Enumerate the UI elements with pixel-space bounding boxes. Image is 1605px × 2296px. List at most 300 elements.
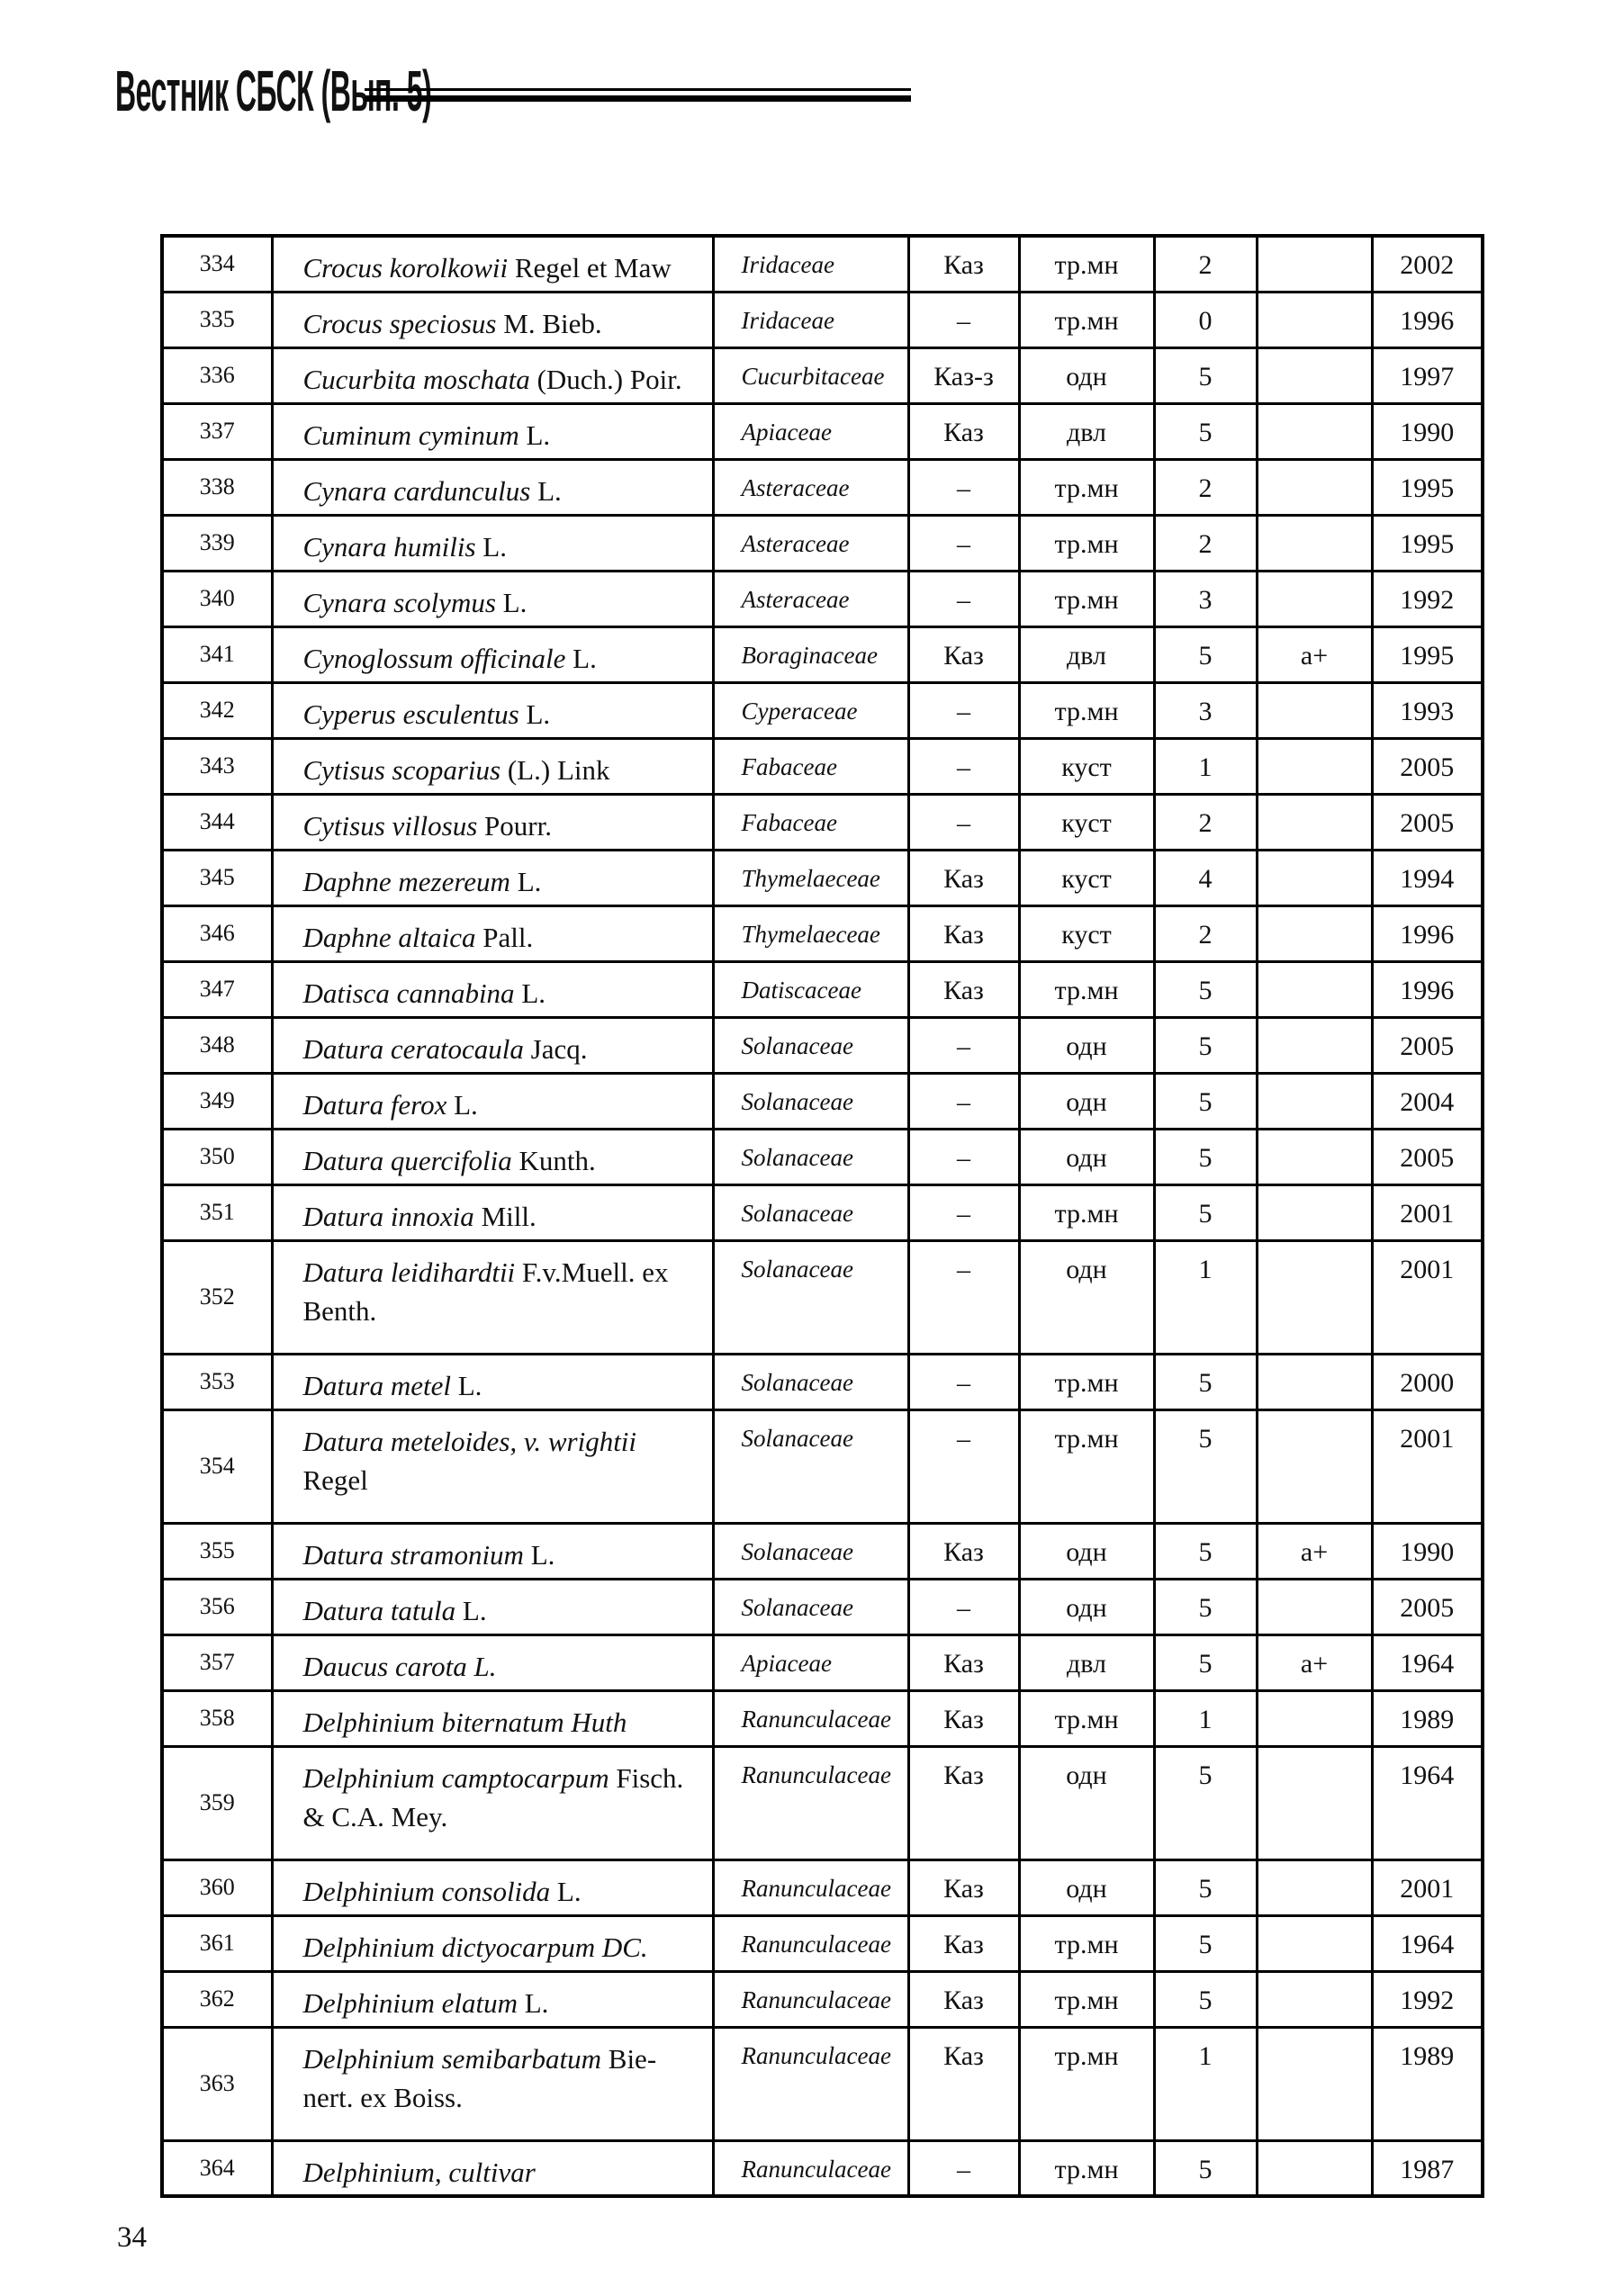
lifeform-cell: тр.мн	[1019, 515, 1154, 571]
lifeform-cell: куст	[1019, 738, 1154, 794]
note-cell	[1257, 459, 1372, 515]
score-cell: 5	[1154, 961, 1257, 1017]
row-number-cell: 361	[162, 1915, 272, 1971]
row-number-cell: 352	[162, 1240, 272, 1354]
lifeform-cell: одн	[1019, 1859, 1154, 1915]
year-cell: 1989	[1372, 2027, 1483, 2140]
region-cell: Каз	[908, 403, 1019, 459]
region-cell: –	[908, 794, 1019, 850]
species-author: L.	[457, 1369, 482, 1401]
species-author: L.	[526, 698, 551, 730]
species-cell	[272, 571, 713, 626]
table-row	[162, 1634, 1483, 1690]
species-cell	[272, 2140, 713, 2196]
table-row	[162, 961, 1483, 1017]
row-number-cell: 360	[162, 1859, 272, 1915]
species-name: Delphinium dictyocarpum DC.	[302, 1931, 648, 1963]
family-cell: Solanaceae	[713, 1523, 908, 1579]
table-row	[162, 1523, 1483, 1579]
species-cell	[272, 1690, 713, 1746]
table-row	[162, 1915, 1483, 1971]
species-cell	[272, 1073, 713, 1129]
species-author: Kunth.	[518, 1144, 596, 1176]
score-cell: 2	[1154, 905, 1257, 961]
family-cell: Ranunculaceae	[713, 1971, 908, 2027]
score-cell: 2	[1154, 515, 1257, 571]
species-author-separator	[601, 2043, 609, 2075]
year-cell: 1964	[1372, 1634, 1483, 1690]
family-cell: Apiaceae	[713, 1634, 908, 1690]
note-cell	[1257, 850, 1372, 905]
year-cell: 1990	[1372, 403, 1483, 459]
species-author: L.	[454, 1088, 478, 1121]
lifeform-cell: двл	[1019, 626, 1154, 682]
family-cell: Ranunculaceae	[713, 2140, 908, 2196]
note-cell	[1257, 1859, 1372, 1915]
lifeform-cell: одн	[1019, 1746, 1154, 1859]
species-author-separator	[451, 1370, 458, 1401]
species-cell	[272, 1579, 713, 1634]
year-cell: 2005	[1372, 1579, 1483, 1634]
score-cell: 5	[1154, 1017, 1257, 1073]
row-number-cell: 347	[162, 961, 272, 1017]
lifeform-cell: тр.мн	[1019, 1915, 1154, 1971]
species-name: Delphinium biternatum Huth	[302, 1706, 627, 1738]
species-cell	[272, 794, 713, 850]
year-cell: 1995	[1372, 515, 1483, 571]
row-number-cell: 353	[162, 1354, 272, 1409]
note-cell	[1257, 738, 1372, 794]
species-author: L.	[482, 530, 507, 563]
score-cell: 5	[1154, 626, 1257, 682]
region-cell: Каз	[908, 850, 1019, 905]
region-cell: –	[908, 515, 1019, 571]
row-number-cell: 334	[162, 236, 272, 292]
species-author-separator	[530, 364, 537, 395]
score-cell: 1	[1154, 2027, 1257, 2140]
species-author-separator	[518, 1987, 525, 2019]
table-row	[162, 794, 1483, 850]
score-cell: 5	[1154, 1971, 1257, 2027]
lifeform-cell: тр.мн	[1019, 292, 1154, 347]
family-cell: Solanaceae	[713, 1354, 908, 1409]
score-cell: 5	[1154, 1746, 1257, 1859]
family-cell: Solanaceae	[713, 1017, 908, 1073]
row-number-cell: 354	[162, 1409, 272, 1523]
table-row	[162, 1129, 1483, 1184]
year-cell: 1997	[1372, 347, 1483, 403]
score-cell: 3	[1154, 571, 1257, 626]
region-cell: –	[908, 1184, 1019, 1240]
region-cell: Каз	[908, 1523, 1019, 1579]
species-author-separator	[530, 475, 537, 507]
year-cell: 2001	[1372, 1409, 1483, 1523]
region-cell: –	[908, 1354, 1019, 1409]
table-row	[162, 1579, 1483, 1634]
table-row	[162, 626, 1483, 682]
table-row	[162, 1073, 1483, 1129]
note-cell	[1257, 515, 1372, 571]
species-name: Datura metel	[302, 1369, 451, 1401]
score-cell: 3	[1154, 682, 1257, 738]
species-cell	[272, 626, 713, 682]
year-cell: 2005	[1372, 1129, 1483, 1184]
species-name: Daucus carota L.	[302, 1650, 497, 1682]
score-cell: 0	[1154, 292, 1257, 347]
row-number-cell: 362	[162, 1971, 272, 2027]
species-author-separator	[477, 810, 484, 842]
note-cell	[1257, 1184, 1372, 1240]
species-name: Cynoglossum officinale	[302, 642, 566, 674]
family-cell: Asteraceae	[713, 459, 908, 515]
score-cell: 1	[1154, 1690, 1257, 1746]
species-author: (L.) Link	[507, 753, 610, 786]
lifeform-cell: тр.мн	[1019, 961, 1154, 1017]
species-author: Pourr.	[484, 809, 552, 842]
table-row	[162, 1354, 1483, 1409]
family-cell: Solanaceae	[713, 1409, 908, 1523]
species-name: Cynara cardunculus	[302, 474, 531, 507]
family-cell: Solanaceae	[713, 1579, 908, 1634]
region-cell: Каз	[908, 961, 1019, 1017]
lifeform-cell: одн	[1019, 1523, 1154, 1579]
row-number-cell: 358	[162, 1690, 272, 1746]
species-author: L.	[530, 1538, 555, 1571]
family-cell: Cucurbitaceae	[713, 347, 908, 403]
species-name: Daphne altaica	[302, 921, 476, 953]
year-cell: 2005	[1372, 1017, 1483, 1073]
species-author: F.v.Muell. ex Benth.	[302, 1256, 669, 1327]
note-cell: a+	[1257, 1634, 1372, 1690]
species-name: Delphinium elatum	[302, 1986, 518, 2019]
region-cell: –	[908, 1017, 1019, 1073]
species-author: L.	[502, 586, 527, 618]
table-row	[162, 682, 1483, 738]
score-cell: 2	[1154, 459, 1257, 515]
row-number-cell: 363	[162, 2027, 272, 2140]
family-cell: Thymelaeceae	[713, 905, 908, 961]
row-number-cell: 341	[162, 626, 272, 682]
score-cell: 5	[1154, 1184, 1257, 1240]
species-cell	[272, 292, 713, 347]
species-name: Datura tatula	[302, 1594, 456, 1626]
species-name: Delphinium camptocarpum	[302, 1761, 609, 1794]
species-cell	[272, 459, 713, 515]
year-cell: 1989	[1372, 1690, 1483, 1746]
family-cell: Solanaceae	[713, 1129, 908, 1184]
note-cell	[1257, 292, 1372, 347]
species-name: Datura innoxia	[302, 1200, 474, 1232]
species-author-separator	[524, 1539, 531, 1571]
species-cell	[272, 1240, 713, 1354]
family-cell: Cyperaceae	[713, 682, 908, 738]
lifeform-cell: тр.мн	[1019, 1971, 1154, 2027]
region-cell: –	[908, 1579, 1019, 1634]
note-cell	[1257, 2140, 1372, 2196]
note-cell	[1257, 905, 1372, 961]
lifeform-cell: тр.мн	[1019, 571, 1154, 626]
year-cell: 1995	[1372, 459, 1483, 515]
species-cell	[272, 2027, 713, 2140]
family-cell: Asteraceae	[713, 515, 908, 571]
score-cell: 5	[1154, 1579, 1257, 1634]
year-cell: 1990	[1372, 1523, 1483, 1579]
note-cell: a+	[1257, 1523, 1372, 1579]
species-author-separator	[565, 643, 573, 674]
family-cell: Boraginaceae	[713, 626, 908, 682]
score-cell: 2	[1154, 236, 1257, 292]
note-cell	[1257, 1409, 1372, 1523]
score-cell: 5	[1154, 403, 1257, 459]
lifeform-cell: тр.мн	[1019, 682, 1154, 738]
family-cell: Iridaceae	[713, 236, 908, 292]
species-name: Datura ceratocaula	[302, 1032, 524, 1065]
region-cell: –	[908, 2140, 1019, 2196]
species-author: Regel et Maw	[514, 252, 672, 284]
lifeform-cell: тр.мн	[1019, 1690, 1154, 1746]
species-name: Cuminum cyminum	[302, 419, 519, 451]
score-cell: 5	[1154, 1354, 1257, 1409]
region-cell: –	[908, 738, 1019, 794]
table-row	[162, 459, 1483, 515]
score-cell: 5	[1154, 347, 1257, 403]
row-number-cell: 359	[162, 1746, 272, 1859]
species-name: Datura leidihardtii	[302, 1256, 516, 1288]
year-cell: 2005	[1372, 738, 1483, 794]
lifeform-cell: одн	[1019, 1073, 1154, 1129]
family-cell: Ranunculaceae	[713, 2027, 908, 2140]
family-cell: Solanaceae	[713, 1184, 908, 1240]
species-cell	[272, 682, 713, 738]
lifeform-cell: тр.мн	[1019, 1409, 1154, 1523]
family-cell: Ranunculaceae	[713, 1746, 908, 1859]
table-row	[162, 1690, 1483, 1746]
lifeform-cell: куст	[1019, 850, 1154, 905]
species-author: Pall.	[482, 921, 534, 953]
region-cell: Каз	[908, 905, 1019, 961]
species-author-separator	[500, 754, 508, 786]
score-cell: 5	[1154, 1129, 1257, 1184]
table-row	[162, 905, 1483, 961]
year-cell: 1996	[1372, 905, 1483, 961]
row-number-cell: 364	[162, 2140, 272, 2196]
lifeform-cell: одн	[1019, 1017, 1154, 1073]
species-cell	[272, 1409, 713, 1523]
species-author-separator	[510, 866, 518, 897]
table-row	[162, 236, 1483, 292]
family-cell: Iridaceae	[713, 292, 908, 347]
family-cell: Asteraceae	[713, 571, 908, 626]
species-author: L.	[537, 474, 562, 507]
year-cell: 1994	[1372, 850, 1483, 905]
species-name: Daphne mezereum	[302, 865, 510, 897]
species-cell	[272, 1523, 713, 1579]
score-cell: 5	[1154, 1634, 1257, 1690]
note-cell	[1257, 347, 1372, 403]
table-row	[162, 2027, 1483, 2140]
species-name: Delphinium semibarbatum	[302, 2042, 602, 2075]
species-name: Cytisus scoparius	[302, 753, 501, 786]
region-cell: –	[908, 1073, 1019, 1129]
year-cell: 1964	[1372, 1746, 1483, 1859]
table-row	[162, 2140, 1483, 2196]
species-cell	[272, 347, 713, 403]
year-cell: 1987	[1372, 2140, 1483, 2196]
region-cell: –	[908, 459, 1019, 515]
species-name: Crocus speciosus	[302, 307, 497, 339]
lifeform-cell: одн	[1019, 1579, 1154, 1634]
note-cell	[1257, 1915, 1372, 1971]
row-number-cell: 338	[162, 459, 272, 515]
family-cell: Apiaceae	[713, 403, 908, 459]
note-cell	[1257, 2027, 1372, 2140]
species-author: L.	[526, 419, 551, 451]
species-table	[160, 234, 1484, 2198]
species-author-separator	[496, 587, 503, 618]
table-row	[162, 1859, 1483, 1915]
species-table-body	[162, 236, 1483, 2196]
region-cell: Каз	[908, 1915, 1019, 1971]
row-number-cell: 349	[162, 1073, 272, 1129]
species-name: Cynara scolymus	[302, 586, 496, 618]
family-cell: Ranunculaceae	[713, 1915, 908, 1971]
row-number-cell: 337	[162, 403, 272, 459]
species-author-separator	[474, 1201, 482, 1232]
year-cell: 2001	[1372, 1184, 1483, 1240]
page-number: 34	[117, 2221, 147, 2254]
species-author: L.	[521, 977, 546, 1009]
note-cell	[1257, 1240, 1372, 1354]
species-author-separator	[446, 1089, 454, 1121]
note-cell	[1257, 682, 1372, 738]
lifeform-cell: тр.мн	[1019, 2140, 1154, 2196]
region-cell: Каз	[908, 236, 1019, 292]
lifeform-cell: тр.мн	[1019, 459, 1154, 515]
family-cell: Ranunculaceae	[713, 1690, 908, 1746]
species-name: Delphinium, cultivar	[302, 2156, 536, 2188]
note-cell	[1257, 403, 1372, 459]
species-name: Datura quercifolia	[302, 1144, 512, 1176]
lifeform-cell: тр.мн	[1019, 236, 1154, 292]
species-cell	[272, 403, 713, 459]
species-name: Crocus korolkowii	[302, 252, 509, 284]
family-cell: Ranunculaceae	[713, 1859, 908, 1915]
table-row	[162, 738, 1483, 794]
species-name: Datura stramonium	[302, 1538, 524, 1571]
score-cell: 2	[1154, 794, 1257, 850]
species-cell	[272, 961, 713, 1017]
species-cell	[272, 1859, 713, 1915]
species-author: Fisch. & C.A. Mey.	[302, 1761, 684, 1832]
score-cell: 1	[1154, 1240, 1257, 1354]
note-cell	[1257, 236, 1372, 292]
species-name: Cyperus esculentus	[302, 698, 519, 730]
species-author-separator	[524, 1033, 531, 1065]
species-cell	[272, 1971, 713, 2027]
year-cell: 1996	[1372, 961, 1483, 1017]
species-cell	[272, 515, 713, 571]
table-row	[162, 347, 1483, 403]
family-cell: Solanaceae	[713, 1073, 908, 1129]
species-author: Mill.	[481, 1200, 537, 1232]
row-number-cell: 344	[162, 794, 272, 850]
score-cell: 5	[1154, 1859, 1257, 1915]
row-number-cell: 336	[162, 347, 272, 403]
note-cell	[1257, 1017, 1372, 1073]
region-cell: –	[908, 571, 1019, 626]
note-cell	[1257, 1354, 1372, 1409]
year-cell: 1992	[1372, 571, 1483, 626]
region-cell: Каз	[908, 626, 1019, 682]
species-author-separator	[515, 1256, 522, 1288]
species-author: L.	[524, 1986, 549, 2019]
row-number-cell: 346	[162, 905, 272, 961]
lifeform-cell: тр.мн	[1019, 2027, 1154, 2140]
species-cell	[272, 905, 713, 961]
year-cell: 2001	[1372, 1859, 1483, 1915]
table-row	[162, 850, 1483, 905]
year-cell: 1964	[1372, 1915, 1483, 1971]
year-cell: 2004	[1372, 1073, 1483, 1129]
species-author: Bie-nert. ex Boiss.	[302, 2042, 657, 2113]
family-cell: Solanaceae	[713, 1240, 908, 1354]
species-author: L.	[517, 865, 542, 897]
region-cell: –	[908, 1409, 1019, 1523]
species-author: Jacq.	[530, 1032, 588, 1065]
species-cell	[272, 1129, 713, 1184]
region-cell: Каз	[908, 2027, 1019, 2140]
table-row	[162, 1746, 1483, 1859]
species-author: Regel	[302, 1463, 368, 1496]
species-name: Datura meteloides, v. wrightii	[302, 1425, 637, 1457]
species-cell	[272, 1746, 713, 1859]
species-name: Cucurbita moschata	[302, 363, 530, 395]
row-number-cell: 343	[162, 738, 272, 794]
row-number-cell: 350	[162, 1129, 272, 1184]
family-cell: Thymelaeceae	[713, 850, 908, 905]
lifeform-cell: тр.мн	[1019, 1184, 1154, 1240]
row-number-cell: 345	[162, 850, 272, 905]
score-cell: 5	[1154, 1073, 1257, 1129]
lifeform-cell: одн	[1019, 347, 1154, 403]
species-author: L.	[556, 1875, 582, 1907]
lifeform-cell: тр.мн	[1019, 1354, 1154, 1409]
note-cell	[1257, 1690, 1372, 1746]
lifeform-cell: куст	[1019, 905, 1154, 961]
species-cell	[272, 850, 713, 905]
region-cell: –	[908, 1240, 1019, 1354]
region-cell: Каз	[908, 1859, 1019, 1915]
table-row	[162, 1971, 1483, 2027]
species-author: L.	[462, 1594, 487, 1626]
species-cell	[272, 1354, 713, 1409]
table-row	[162, 1409, 1483, 1523]
region-cell: Каз	[908, 1690, 1019, 1746]
score-cell: 5	[1154, 1915, 1257, 1971]
species-cell	[272, 1915, 713, 1971]
region-cell: –	[908, 1129, 1019, 1184]
score-cell: 5	[1154, 1409, 1257, 1523]
row-number-cell: 339	[162, 515, 272, 571]
year-cell: 1995	[1372, 626, 1483, 682]
region-cell: Каз	[908, 1746, 1019, 1859]
year-cell: 2005	[1372, 794, 1483, 850]
table-row	[162, 1017, 1483, 1073]
species-name: Datura ferox	[302, 1088, 447, 1121]
region-cell: –	[908, 682, 1019, 738]
region-cell: –	[908, 292, 1019, 347]
species-name: Cytisus villosus	[302, 809, 478, 842]
